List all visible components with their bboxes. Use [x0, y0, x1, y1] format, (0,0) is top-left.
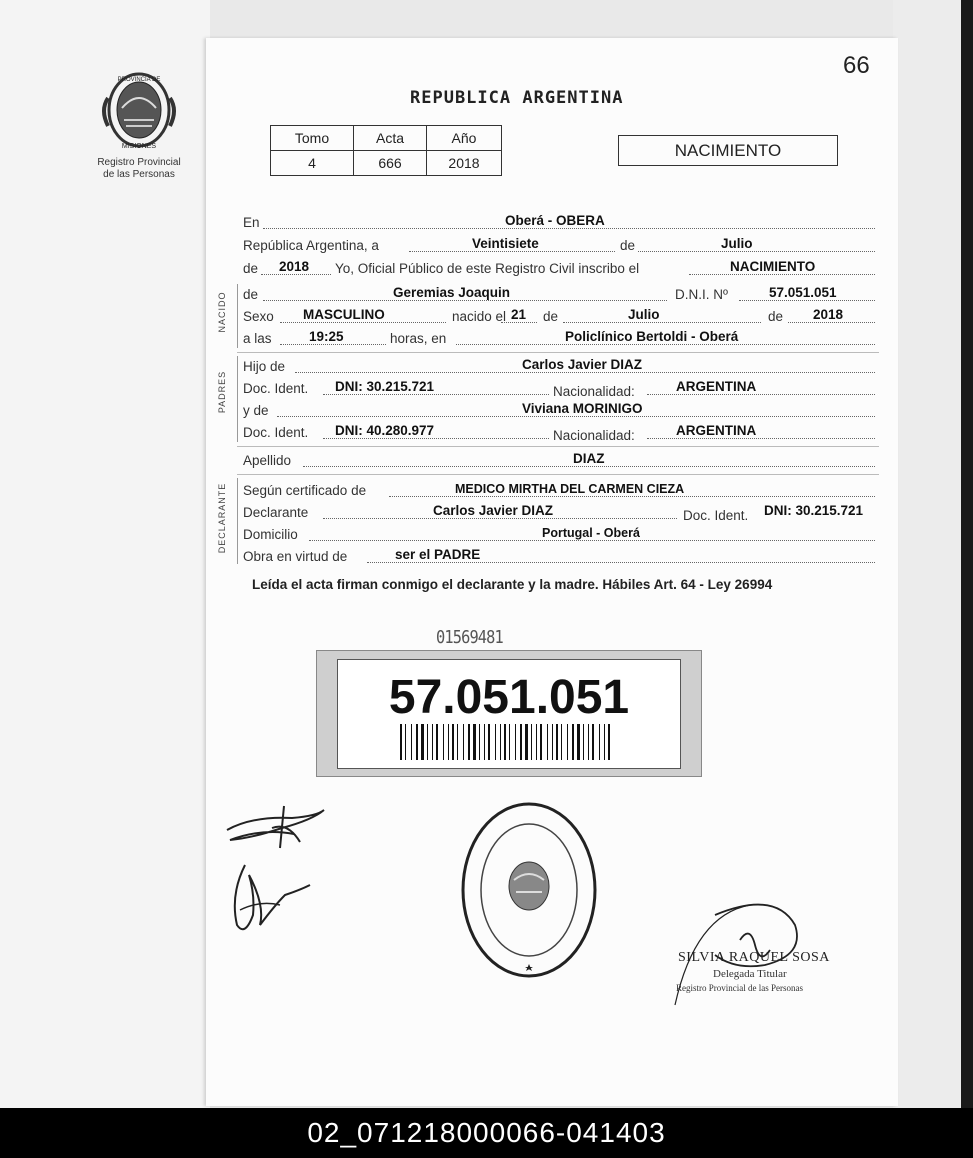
line-nacido-nombre: de Geremias Joaquin D.N.I. Nº 57.051.051 — [243, 284, 879, 304]
nacido-dni: 57.051.051 — [769, 285, 837, 300]
closing-statement: Leída el acta firman conmigo el declarante y la madre. Hábiles Art. 64 - Ley 26994 — [252, 577, 773, 592]
header-tomo: Tomo — [271, 126, 354, 151]
svg-text:MISIONES: MISIONES — [121, 143, 157, 150]
line-en: En Oberá - OBERA — [243, 212, 879, 232]
official-role: Delegada Titular — [713, 968, 787, 980]
section-label-padres: PADRES — [217, 370, 227, 414]
line-apellido: Apellido DIAZ — [243, 450, 879, 470]
serial-number: 01569481 — [436, 627, 503, 648]
signature-declarante — [222, 798, 332, 853]
certificado-value: MEDICO MIRTHA DEL CARMEN CIEZA — [455, 482, 685, 496]
delegation-stamp — [458, 800, 600, 980]
nacido-dia: 21 — [511, 307, 527, 322]
dia-value: Veintisiete — [472, 236, 539, 251]
line-inscribo: de 2018 Yo, Oficial Público de este Registro Civil inscribo el NACIMIENTO — [243, 258, 879, 278]
madre-nombre: Viviana MORINIGO — [522, 401, 643, 416]
nacido-mes: Julio — [628, 307, 660, 322]
line-y-de: y de Viviana MORINIGO — [243, 400, 879, 420]
provincial-seal-logo — [100, 68, 178, 154]
anio-value: 2018 — [279, 259, 310, 274]
footer-code: 02_071218000066-041403 — [0, 1108, 973, 1158]
line-nacido-sexo: Sexo MASCULINO nacido el 21 de Julio de 2018 — [243, 306, 879, 326]
line-declarante: Declarante Carlos Javier DIAZ Doc. Ident. DNI: 30.215.721 — [243, 503, 864, 523]
value-anio: 2018 — [427, 151, 502, 176]
book-spine-shadow — [961, 0, 973, 1108]
line-domicilio: Domicilio Portugal - Oberá — [243, 524, 879, 544]
declarante-doc: DNI: 30.215.721 — [764, 503, 864, 518]
line-padre-doc: Doc. Ident. DNI: 30.215.721 Nacionalidad: ARGENTINA — [243, 378, 879, 398]
nacido-hora: 19:25 — [309, 329, 344, 344]
line-hijo-de: Hijo de Carlos Javier DIAZ — [243, 356, 879, 376]
padre-nacionalidad: ARGENTINA — [676, 379, 757, 394]
document-title: REPUBLICA ARGENTINA — [410, 88, 624, 108]
lugar-value: Oberá - OBERA — [505, 213, 605, 228]
madre-doc: DNI: 40.280.977 — [335, 423, 435, 438]
barcode — [400, 724, 614, 760]
line-madre-doc: Doc. Ident. DNI: 40.280.977 Nacionalidad: ARGENTINA — [243, 422, 879, 442]
inscribo-value: NACIMIENTO — [730, 259, 816, 274]
obra-value: ser el PADRE — [395, 547, 481, 562]
dni-sticker — [316, 650, 702, 777]
mes-value: Julio — [721, 236, 753, 251]
section-label-declarante: DECLARANTE — [217, 482, 227, 554]
padre-nombre: Carlos Javier DIAZ — [522, 357, 643, 372]
line-obra: Obra en virtud de ser el PADRE — [243, 546, 879, 566]
line-certificado: Según certificado de MEDICO MIRTHA DEL CARMEN CIEZA — [243, 480, 879, 500]
official-name: SILVIA RAQUEL SOSA — [678, 950, 830, 965]
line-republica: República Argentina, a Veintisiete de Julio — [243, 235, 879, 255]
register-table — [270, 125, 502, 176]
section-label-nacido: NACIDO — [217, 291, 227, 333]
official-org: Registro Provincial de las Personas — [676, 983, 803, 993]
declarante-nombre: Carlos Javier DIAZ — [433, 503, 554, 518]
page-number: 66 — [843, 52, 870, 79]
nacido-sexo: MASCULINO — [303, 307, 385, 322]
sticker-number: 57.051.051 — [388, 671, 630, 724]
header-anio: Año — [427, 126, 502, 151]
header-acta: Acta — [354, 126, 427, 151]
registry-caption: Registro Provincial de las Personas — [97, 157, 181, 180]
line-nacido-hora: a las 19:25 horas, en Policlínico Bertoldi - Oberá — [243, 328, 879, 348]
padre-doc: DNI: 30.215.721 — [335, 379, 435, 394]
nacido-lugar: Policlínico Bertoldi - Oberá — [565, 329, 739, 344]
value-acta: 666 — [354, 151, 427, 176]
domicilio-value: Portugal - Oberá — [542, 526, 640, 540]
record-type-box: NACIMIENTO — [618, 135, 838, 166]
madre-nacionalidad: ARGENTINA — [676, 423, 757, 438]
svg-text:PROVINCIA DE: PROVINCIA DE — [117, 77, 161, 83]
nacido-anio: 2018 — [813, 307, 844, 322]
signature-madre — [225, 855, 315, 940]
nacido-nombre: Geremias Joaquin — [393, 285, 511, 300]
value-tomo: 4 — [271, 151, 354, 176]
apellido-value: DIAZ — [573, 451, 605, 466]
